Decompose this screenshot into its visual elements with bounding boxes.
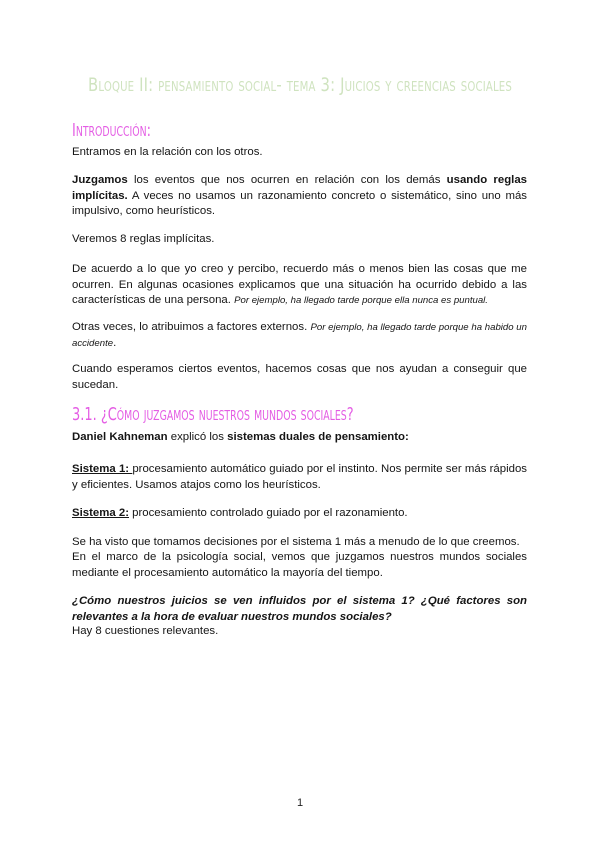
text: De acuerdo a lo que yo creo y percibo, recuerdo más o menos bien las cosas que me ocurren. En algunas ocasiones explicamos que una situación ha ocurrido debido a las características de una persona. (72, 263, 527, 306)
paragraph-cuestiones: Hay 8 cuestiones relevantes. (72, 625, 219, 637)
paragraph-intro-5 (72, 320, 527, 351)
text: . (113, 336, 117, 349)
paragraph-sistema-1 (72, 462, 527, 493)
paragraph-psicologia-social: En el marco de la psicología social, vemos que juzgamos nuestros mundos sociales mediante el procesamiento automático la mayoría del tiempo. (72, 551, 527, 579)
bold-sistemas-duales: sistemas duales de pensamiento: (227, 431, 409, 443)
paragraph-question (72, 594, 527, 625)
label-sistema-1: Sistema 1: (72, 463, 133, 475)
text: explicó los (167, 431, 228, 443)
italic-example: Por ejemplo, ha llegado tarde porque ha habido un accidente (72, 322, 527, 349)
bold-daniel-kahneman: Daniel Kahneman (72, 431, 168, 443)
paragraph-kahneman (72, 430, 527, 446)
heading-introduccion: Introducción: (72, 120, 152, 141)
paragraph-intro-2 (72, 173, 527, 220)
text: A veces no usamos un razonamiento concreto o sistemático, sino uno más impulsivo, como heurísticos. (72, 189, 527, 217)
paragraph-intro-6: Cuando esperamos ciertos eventos, hacemos cosas que nos ayudan a conseguir que sucedan. (72, 363, 527, 391)
bold-italic-question: ¿Cómo nuestros juicios se ven influidos por el sistema 1? ¿Qué factores son relevantes a la hora de evaluar nuestros mundos sociales? (72, 595, 527, 623)
paragraph-intro-3: Veremos 8 reglas implícitas. (72, 233, 215, 245)
text: Otras veces, lo atribuimos a factores externos. (72, 321, 311, 333)
paragraph-intro-4 (72, 262, 527, 309)
heading-section-3-1: 3.1. ¿Cómo juzgamos nuestros mundos sociales? (72, 404, 354, 425)
text: procesamiento automático guiado por el instinto. Nos permite ser más rápidos y eficientes. Usamos atajos como los heurísticos. (72, 463, 527, 491)
bold-juzgamos: Juzgamos (72, 174, 128, 186)
document-title: Bloque II: pensamiento social- tema 3: Juicios y creencias sociales (88, 74, 512, 96)
italic-example: Por ejemplo, ha llegado tarde porque ella nunca es puntual. (234, 295, 488, 306)
paragraph-decisiones: Se ha visto que tomamos decisiones por el sistema 1 más a menudo de lo que creemos. (72, 536, 520, 548)
paragraph-sistema-2 (72, 506, 527, 522)
paragraph-intro-1: Entramos en la relación con los otros. (72, 146, 263, 158)
bold-usando-reglas: usando reglas implícitas. (72, 174, 527, 202)
text: los eventos que nos ocurren en relación con los demás (127, 174, 447, 186)
page-number: 1 (296, 797, 304, 809)
text: procesamiento controlado guiado por el razonamiento. (128, 507, 408, 519)
label-sistema-2: Sistema 2: (72, 507, 129, 519)
